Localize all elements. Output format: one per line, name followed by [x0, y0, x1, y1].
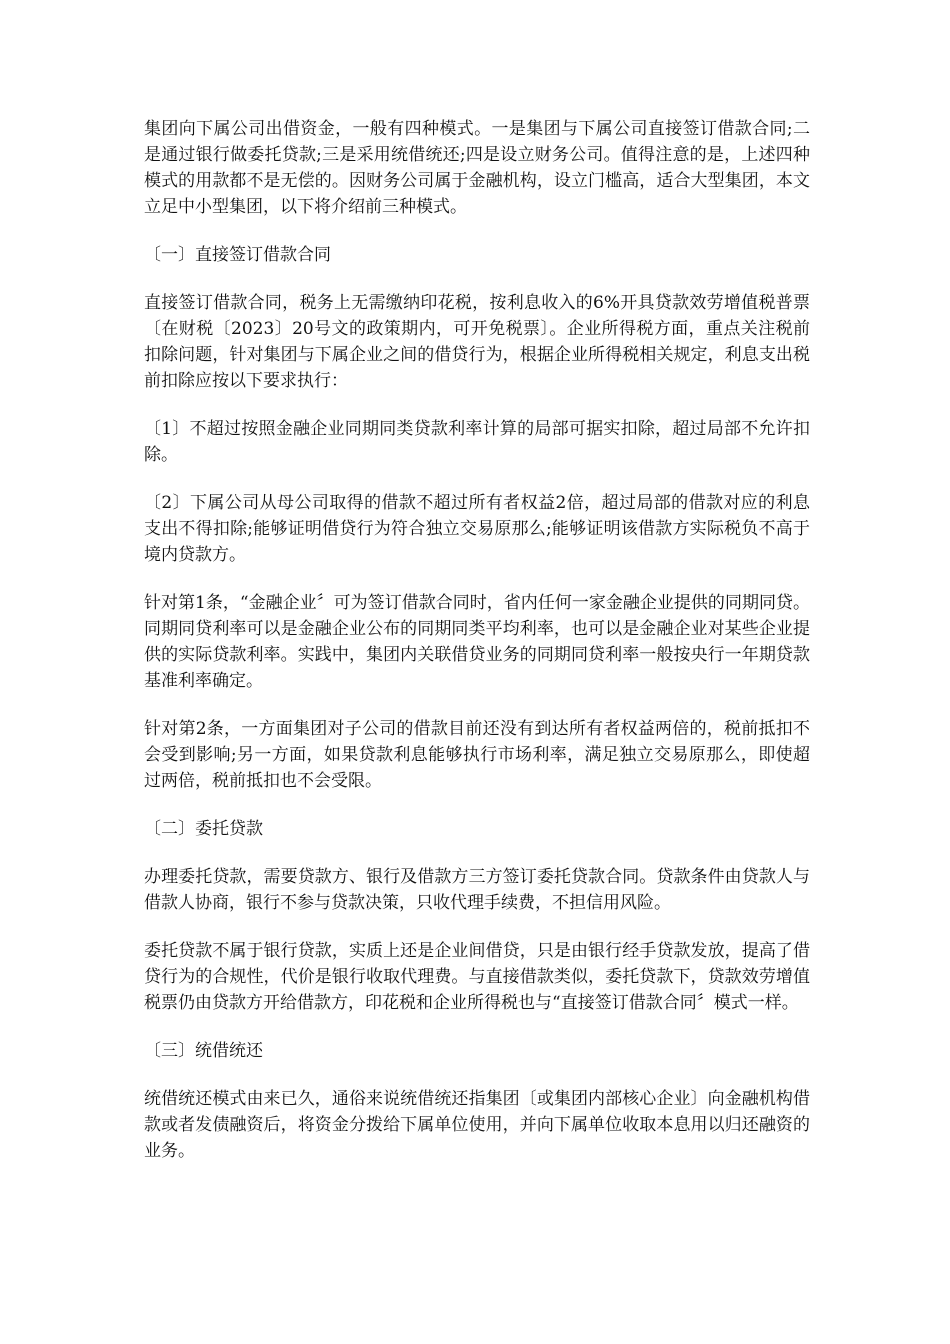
- section-heading-unified-borrowing: 〔三〕统借统还: [144, 1041, 263, 1061]
- paragraph-rule-2: 〔2〕下属公司从母公司取得的借款不超过所有者权益2倍，超过局部的借款对应的利息支出不得扣除;能够证明借贷行为符合独立交易原那么;能够证明该借款方实际税负不高于境内贷款方。: [144, 493, 810, 565]
- paragraph-entrusted-loan-detail: 委托贷款不属于银行贷款，实质上还是企业间借贷，只是由银行经手贷款发放，提高了借贷行为的合规性，代价是银行收取代理费。与直接借款类似，委托贷款下，贷款效劳增值税票仍由贷款方开给借款方，印花税和企业所得税也与“直接签订借款合同〞模式一样。: [144, 941, 810, 1013]
- section-heading-direct-loan: 〔一〕直接签订借款合同: [144, 245, 331, 265]
- paragraph-rule-1: 〔1〕不超过按照金融企业同期同类贷款利率计算的局部可据实扣除，超过局部不允许扣除。: [144, 419, 810, 465]
- paragraph-rule-2-explanation: 针对第2条，一方面集团对子公司的借款目前还没有到达所有者权益两倍的，税前抵扣不会受到影响;另一方面，如果贷款利息能够执行市场利率，满足独立交易原那么，即使超过两倍，税前抵扣也不会受限。: [144, 719, 810, 791]
- section-heading-entrusted-loan: 〔二〕委托贷款: [144, 819, 263, 839]
- paragraph-intro: 集团向下属公司出借资金，一般有四种模式。一是集团与下属公司直接签订借款合同;二是通过银行做委托贷款;三是采用统借统还;四是设立财务公司。值得注意的是，上述四种模式的用款都不是无偿的。因财务公司属于金融机构，设立门槛高，适合大型集团，本文立足中小型集团，以下将介绍前三种模式。: [144, 119, 810, 217]
- paragraph-direct-loan: 直接签订借款合同，税务上无需缴纳印花税，按利息收入的6%开具贷款效劳增值税普票〔在财税〔2023〕20号文的政策期内，可开免税票〕。企业所得税方面，重点关注税前扣除问题，针对集团与下属企业之间的借贷行为，根据企业所得税相关规定，利息支出税前扣除应按以下要求执行：: [144, 293, 810, 391]
- paragraph-unified-borrowing: 统借统还模式由来已久，通俗来说统借统还指集团〔或集团内部核心企业〕向金融机构借款或者发债融资后，将资金分拨给下属单位使用，并向下属单位收取本息用以归还融资的业务。: [144, 1089, 810, 1161]
- document-page: [144, 116, 810, 1186]
- paragraph-entrusted-loan: 办理委托贷款，需要贷款方、银行及借款方三方签订委托贷款合同。贷款条件由贷款人与借款人协商，银行不参与贷款决策，只收代理手续费，不担信用风险。: [144, 867, 810, 913]
- paragraph-rule-1-explanation: 针对第1条，“金融企业〞可为签订借款合同时，省内任何一家金融企业提供的同期同贷。同期同贷利率可以是金融企业公布的同期同类平均利率，也可以是金融企业对某些企业提供的实际贷款利率。实践中，集团内关联借贷业务的同期同贷利率一般按央行一年期贷款基准利率确定。: [144, 593, 810, 691]
